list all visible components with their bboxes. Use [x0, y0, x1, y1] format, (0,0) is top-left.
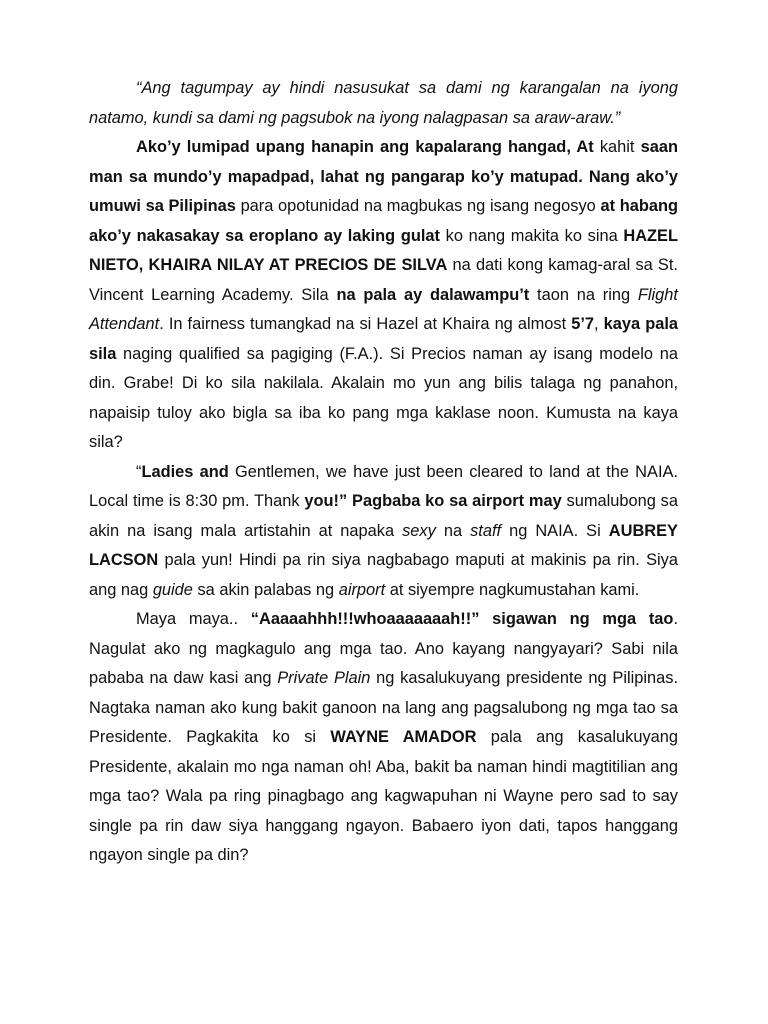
text-run: taon na ring	[529, 285, 638, 304]
bold-text-run: HAZEL NIETO, KHAIRA NILAY AT PRECIOS DE SILVA	[89, 226, 678, 274]
text-run: ng kasalukuyang presidente ng Pilipinas. Nagtaka naman ako kung bakit ganoon na lang ang pagsalubong ng mga tao sa Presidente. Pagkakita ko si	[89, 669, 678, 746]
italic-text-run: guide	[152, 580, 193, 599]
text-run: naging qualified sa pagiging (F.A.). Si Precios naman ay isang modelo na din. Grabe! Di ko sila nakilala. Akalain mo yun ang bilis talaga ng panahon, napaisip tuloy ako bigla sa iba ko pang mga kaklase noon. Kumusta na kaya sila?	[89, 344, 678, 451]
bold-text-run: you!” Pagbaba ko sa airport may	[304, 492, 562, 510]
bold-text-run: Ladies and	[141, 462, 229, 481]
bold-text-run: kaya pala sila	[89, 315, 678, 363]
epigraph-quote: “Ang tagumpay ay hindi nasusukat sa dami ng karangalan na iyong natamo, kundi sa dami ng pagsubok na iyong nalagpasan sa araw-araw.”	[89, 79, 678, 127]
text-run: sa akin palabas ng	[192, 580, 339, 599]
bold-text-run: 5’7	[571, 315, 595, 333]
text-run: “	[136, 462, 142, 481]
text-run: ko nang makita ko sina	[439, 226, 624, 245]
text-run: Maya maya..	[136, 610, 251, 628]
italic-text-run: staff	[470, 521, 502, 540]
paragraph-2	[89, 458, 678, 606]
text-run: ng NAIA. Si	[501, 521, 609, 540]
bold-text-run: saan man sa mundo’y mapadpad, lahat ng pangarap ko’y matupad. Nang ako’y umuwi sa Pilipinas	[89, 138, 678, 215]
text-run: sumalubong sa akin na isang mala artistahin at napaka	[89, 492, 678, 540]
bold-text-run: “Aaaaahhh!!!whoaaaaaaah!!” sigawan ng mga tao	[250, 610, 674, 628]
paragraph-1	[89, 133, 678, 458]
paragraph-3	[89, 605, 678, 871]
text-run: Gentlemen, we have just been cleared to land at the NAIA. Local time is 8:30 pm. Thank	[89, 462, 678, 510]
bold-text-run: at habang ako’y nakasakay sa eroplano ay laking gulat	[89, 197, 678, 245]
italic-text-run: Flight Attendant	[89, 285, 678, 333]
italic-text-run: airport	[338, 580, 386, 599]
italic-text-run: sexy	[402, 521, 436, 540]
text-run: ,	[594, 315, 604, 333]
text-run: . In fairness tumangkad na si Hazel at Khaira ng almost	[159, 315, 572, 333]
bold-text-run: na pala ay dalawampu’t	[336, 285, 530, 304]
text-run: na	[435, 521, 471, 540]
text-run: para opotunidad na magbukas ng isang negosyo	[235, 197, 601, 215]
italic-text-run: Private Plain	[277, 669, 371, 687]
document-body	[89, 74, 678, 871]
bold-text-run: WAYNE AMADOR	[330, 728, 477, 746]
text-run: . Nagulat ako ng magkagulo ang mga tao. Ano kayang nangyayari? Sabi nila pababa na daw kasi ang	[89, 610, 678, 687]
bold-text-run: Ako’y lumipad upang hanapin ang kapalarang hangad, At	[136, 138, 594, 156]
text-run: na dati kong kamag-aral sa St. Vincent Learning Academy. Sila	[89, 256, 678, 304]
bold-text-run: AUBREY LACSON	[89, 521, 678, 569]
text-run: at siyempre nagkumustahan kami.	[385, 580, 640, 599]
text-run: pala ang kasalukuyang Presidente, akalain mo nga naman oh! Aba, bakit ba naman hindi magtitilian ang mga tao? Wala pa ring pinagbago ang kagwapuhan ni Wayne pero sad to say single pa rin daw siya hanggang ngayon. Babaero iyon dati, tapos hanggang ngayon single pa din?	[89, 728, 679, 864]
text-run: pala yun! Hindi pa rin siya nagbabago maputi at makinis pa rin. Siya ang nag	[89, 551, 678, 599]
text-run: kahit	[593, 138, 641, 156]
